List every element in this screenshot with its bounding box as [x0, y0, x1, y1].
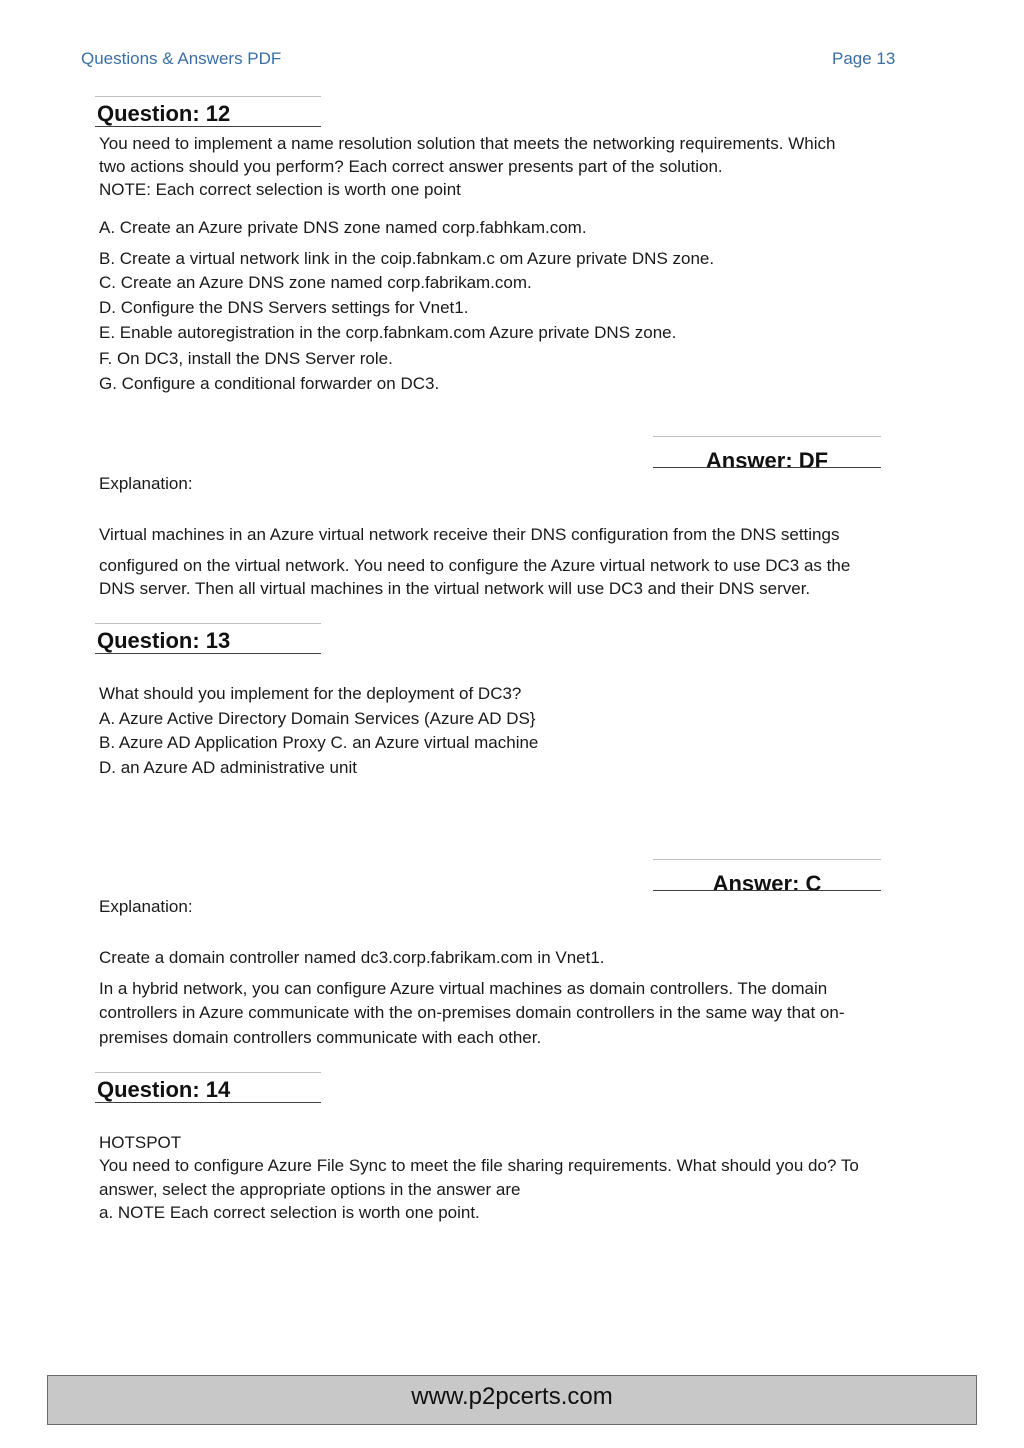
question-12-heading — [95, 96, 321, 127]
q13-explanation-line: In a hybrid network, you can configure Azure virtual machines as domain controllers. The domain — [99, 979, 828, 998]
page-number: Page 13 — [832, 49, 896, 68]
footer-url[interactable]: www.p2pcerts.com — [411, 1383, 613, 1410]
q12-option-f: F. On DC3, install the DNS Server role. — [99, 349, 393, 368]
header-title: Questions & Answers PDF — [81, 49, 282, 68]
q12-answer: Answer: DF — [705, 448, 829, 468]
q14-stem-line: HOTSPOT — [99, 1133, 182, 1152]
q13-option-d: D. an Azure AD administrative unit — [99, 758, 357, 777]
q13-option-a: A. Azure Active Directory Domain Services (Azure AD DS} — [99, 709, 536, 728]
question-12-title: Question: 12 — [97, 101, 231, 126]
q12-answer-box — [653, 436, 881, 468]
q12-option-c: C. Create an Azure DNS zone named corp.fabrikam.com. — [99, 273, 532, 292]
q12-explanation-line: DNS server. Then all virtual machines in the virtual network will use DC3 and their DNS server. — [99, 579, 811, 598]
question-14-heading — [95, 1072, 321, 1103]
q13-stem-line: What should you implement for the deployment of DC3? — [99, 684, 522, 703]
q14-stem-line: You need to configure Azure File Sync to meet the file sharing requirements. What should you do? To — [99, 1156, 859, 1175]
question-14-title: Question: 14 — [97, 1077, 231, 1102]
q14-stem-line: a. NOTE Each correct selection is worth one point. — [99, 1203, 480, 1222]
q12-option-a: A. Create an Azure private DNS zone named corp.fabhkam.com. — [99, 218, 587, 237]
question-13-heading — [95, 623, 321, 654]
q12-explanation-label: Explanation: — [99, 474, 193, 493]
q14-stem-line: answer, select the appropriate options in the answer are — [99, 1180, 521, 1199]
q12-option-e: E. Enable autoregistration in the corp.fabnkam.com Azure private DNS zone. — [99, 323, 677, 342]
q13-answer-box — [653, 859, 881, 891]
q13-explanation-line: controllers in Azure communicate with the on-premises domain controllers in the same way that on- — [99, 1003, 845, 1022]
footer-banner — [47, 1375, 977, 1425]
q13-answer: Answer: C — [712, 871, 822, 891]
q12-stem-line: You need to implement a name resolution solution that meets the networking requirements. Which — [99, 134, 836, 153]
q13-explanation-label: Explanation: — [99, 897, 193, 916]
q12-option-g: G. Configure a conditional forwarder on DC3. — [99, 374, 440, 393]
q13-explanation-line: premises domain controllers communicate with each other. — [99, 1028, 542, 1047]
q12-option-d: D. Configure the DNS Servers settings for Vnet1. — [99, 298, 469, 317]
q13-option-b: B. Azure AD Application Proxy C. an Azure virtual machine — [99, 733, 539, 752]
q12-explanation-line: configured on the virtual network. You need to configure the Azure virtual network to use DC3 as the — [99, 556, 851, 575]
question-13-title: Question: 13 — [97, 628, 231, 653]
q12-option-b: B. Create a virtual network link in the coip.fabnkam.c om Azure private DNS zone. — [99, 249, 715, 268]
q12-stem-line: two actions should you perform? Each correct answer presents part of the solution. — [99, 157, 723, 176]
q12-explanation-line: Virtual machines in an Azure virtual network receive their DNS configuration from the DNS settings — [99, 525, 840, 544]
q12-stem-line: NOTE: Each correct selection is worth one point — [99, 180, 461, 199]
q13-explanation-line: Create a domain controller named dc3.corp.fabrikam.com in Vnet1. — [99, 948, 605, 967]
